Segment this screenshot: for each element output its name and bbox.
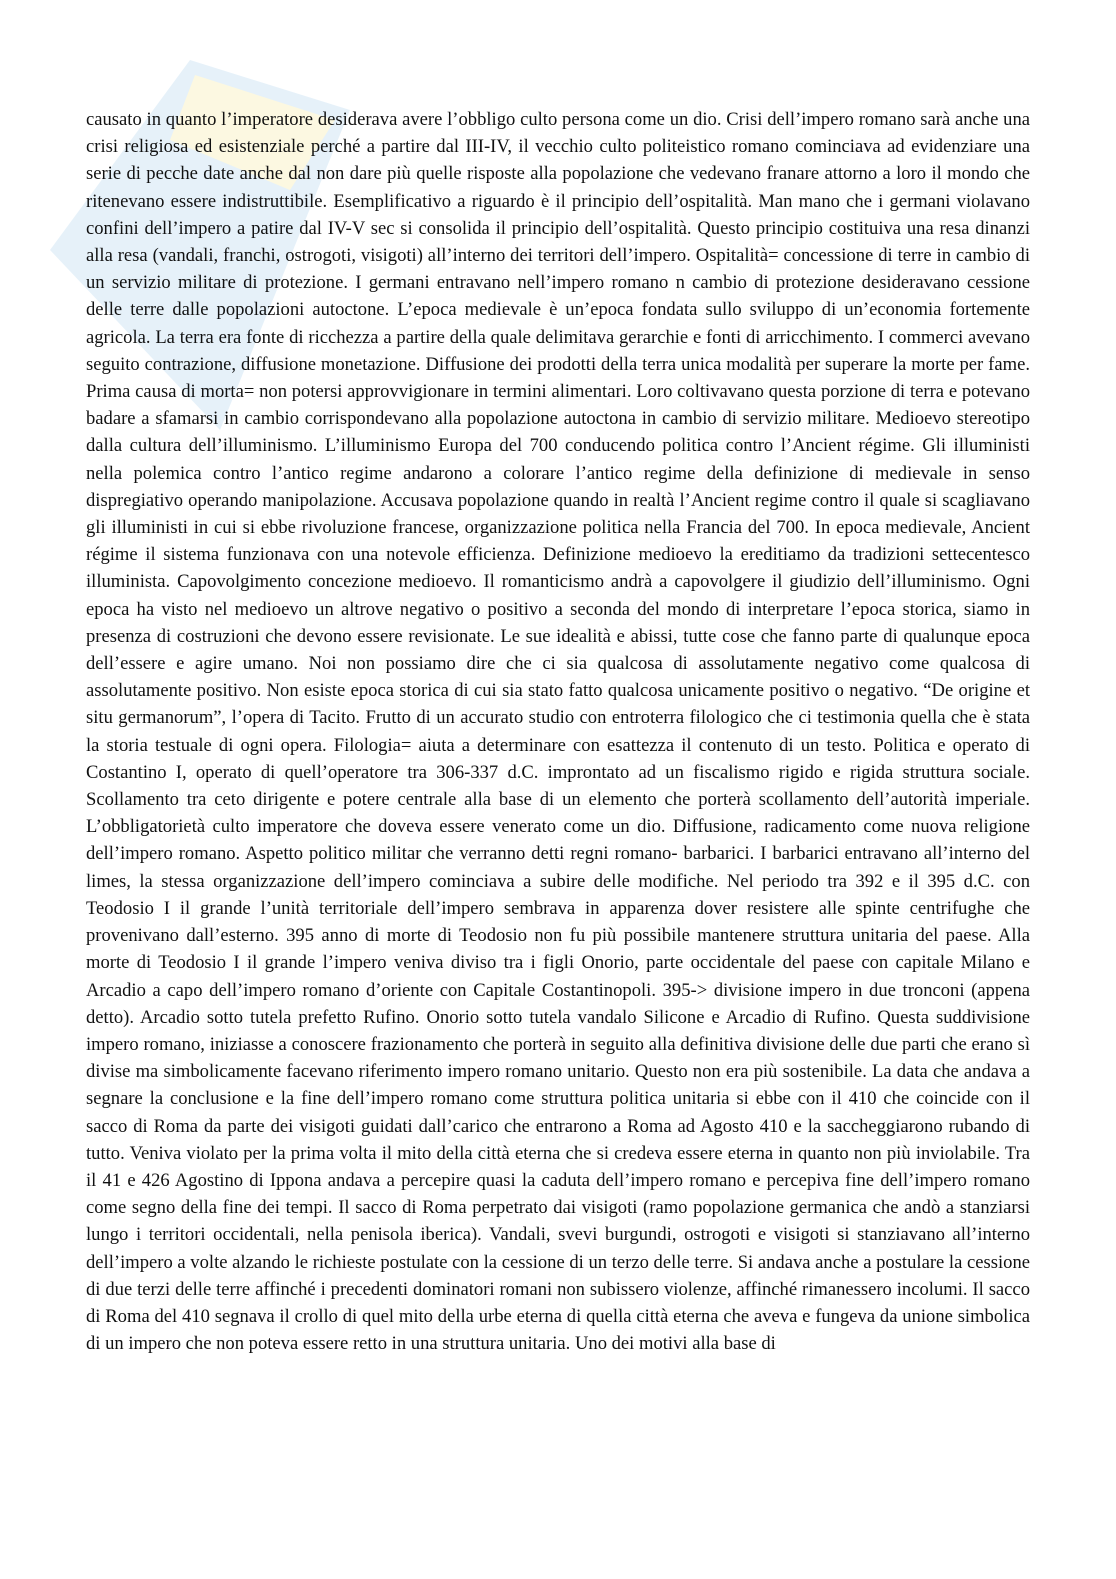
- body-text: causato in quanto l’imperatore desiderava avere l’obbligo culto persona come un dio. Crisi dell’impero romano sarà anche una crisi religiosa ed esistenziale perché a partire dal III-IV, il vecchio culto politeistico romano cominciava ad evidenziare una serie di pecche date anche dal non dare più quelle risposte alla popolazione che vedevano franare attorno a loro il mondo che ritenevano essere indistruttibile. Esemplificativo a riguardo è il principio dell’ospitalità. Man mano che i germani violavano confini dell’impero a patire dal IV-V sec si consolida il principio dell’ospitalità. Questo principio costituiva una resa dinanzi alla resa (vandali, franchi, ostrogoti, visigoti) all’interno dei territori dell’impero. Ospitalità= concessione di terre in cambio di un servizio militare di protezione. I germani entravano nell’impero romano n cambio di protezione desideravano cessione delle terre dalle popolazioni autoctone. L’epoca medievale è un’epoca fondata sullo sviluppo di un’economia fortemente agricola. La terra era fonte di ricchezza a partire della quale delimitava gerarchie e fonti di arricchimento. I commerci avevano seguito contrazione, diffusione monetazione. Diffusione dei prodotti della terra unica modalità per superare la morte per fame. Prima causa di morta= non potersi approvvigionare in termini alimentari. Loro coltivavano questa porzione di terra e potevano badare a sfamarsi in cambio corrispondevano alla popolazione autoctona in cambio di servizio militare. Medioevo stereotipo dalla cultura dell’illuminismo. L’illuminismo Europa del 700 conducendo politica contro l’Ancient régime. Gli illuministi nella polemica contro l’antico regime andarono a colorare l’antico regime della definizione di medievale in senso dispregiativo operando manipolazione. Accusava popolazione quando in realtà l’Ancient regime contro il quale si scagliavano gli illuministi in cui si ebbe rivoluzione francese, organizzazione politica nella Francia del 700. In epoca medievale, Ancient régime il sistema funzionava con una notevole efficienza. Definizione medioevo la ereditiamo da tradizioni settecentesco illuminista. Capovolgimento concezione medioevo. Il romanticismo andrà a capovolgere il giudizio dell’illuminismo. Ogni epoca ha visto nel medioevo un altrove negativo o positivo a seconda del mondo di interpretare l’epoca storica, siamo in presenza di costruzioni che devono essere revisionate. Le sue idealità e abissi, tutte cose che fanno parte di qualunque epoca dell’essere e agire umano. Noi non possiamo dire che ci sia qualcosa di assolutamente negativo come qualcosa di assolutamente positivo. Non esiste epoca storica di cui sia stato fatto qualcosa unicamente positivo o negativo. “De origine et situ germanorum”, l’opera di Tacito. Frutto di un accurato studio con entroterra filologico che ci testimonia quella che è stata la storia testuale di ogni opera. Filologia= aiuta a determinare con esattezza il contenuto di un testo. Politica e operato di Costantino I, operato di quell’operatore tra 306-337 d.C. improntato ad un fiscalismo rigido e rigida struttura sociale. Scollamento tra ceto dirigente e potere centrale alla base di un elemento che porterà scollamento dell’autorità imperiale. L’obbligatorietà culto imperatore che doveva essere venerato come un dio. Diffusione, radicamento come nuova religione dell’impero romano. Aspetto politico militar che verranno detti regni romano- barbarici. I barbarici entravano all’interno del limes, la stessa organizzazione dell’impero cominciava a subire delle modifiche. Nel periodo tra 392 e il 395 d.C. con Teodosio I il grande l’unità territoriale dell’impero sembrava in apparenza dover resistere alle spinte centrifughe che provenivano dall’esterno. 395 anno di morte di Teodosio non fu più possibile mantenere struttura unitaria del paese. Alla morte di Teodosio I il grande l’impero veniva diviso tra i figli Onorio, parte occidentale del paese con capitale Milano e Arcadio a capo dell’impero romano d’oriente con Capitale Costantinopoli. 395-> divisione impero in due tronconi (appena detto). Arcadio sotto tutela prefetto Rufino. Onorio sotto tutela vandalo Silicone e Arcadio di Rufino. Questa suddivisione impero romano, iniziasse a conoscere frazionamento che porterà in seguito alla definitiva divisione delle due parti che erano sì divise ma simbolicamente facevano riferimento impero romano unitario. Questo non era più sostenibile. La data che andava a segnare la conclusione e la fine dell’impero romano come struttura politica unitaria si ebbe con il 410 che coincide con il sacco di Roma da parte dei visigoti guidati dall’carico che entrarono a Roma ad Agosto 410 e la saccheggiarono rubando di tutto. Veniva violato per la prima volta il mito della città eterna che si credeva essere eterna in quanto non più inviolabile. Tra il 41 e 426 Agostino di Ippona andava a percepire quasi la caduta dell’impero romano e percepiva fine dell’impero romano come segno della fine dei tempi. Il sacco di Roma perpetrato dai visigoti (ramo popolazione germanica che andò a stanziarsi lungo i territori occidentali, nella penisola iberica). Vandali, svevi burgundi, ostrogoti e visigoti si stanziavano all’interno dell’impero a volte alzando le richieste postulate con la cessione di un terzo delle terre. Si andava anche a postulare la cessione di due terzi delle terre affinché i precedenti dominatori romani non subissero violenze, affinché rimanessero incolumi. Il sacco di Roma del 410 segnava il crollo di quel mito della urbe eterna di quella città eterna che aveva e fungeva da unione simbolica di un impero che non poteva essere retto in una struttura unitaria. Uno dei motivi alla base di: [86, 109, 1030, 1355]
